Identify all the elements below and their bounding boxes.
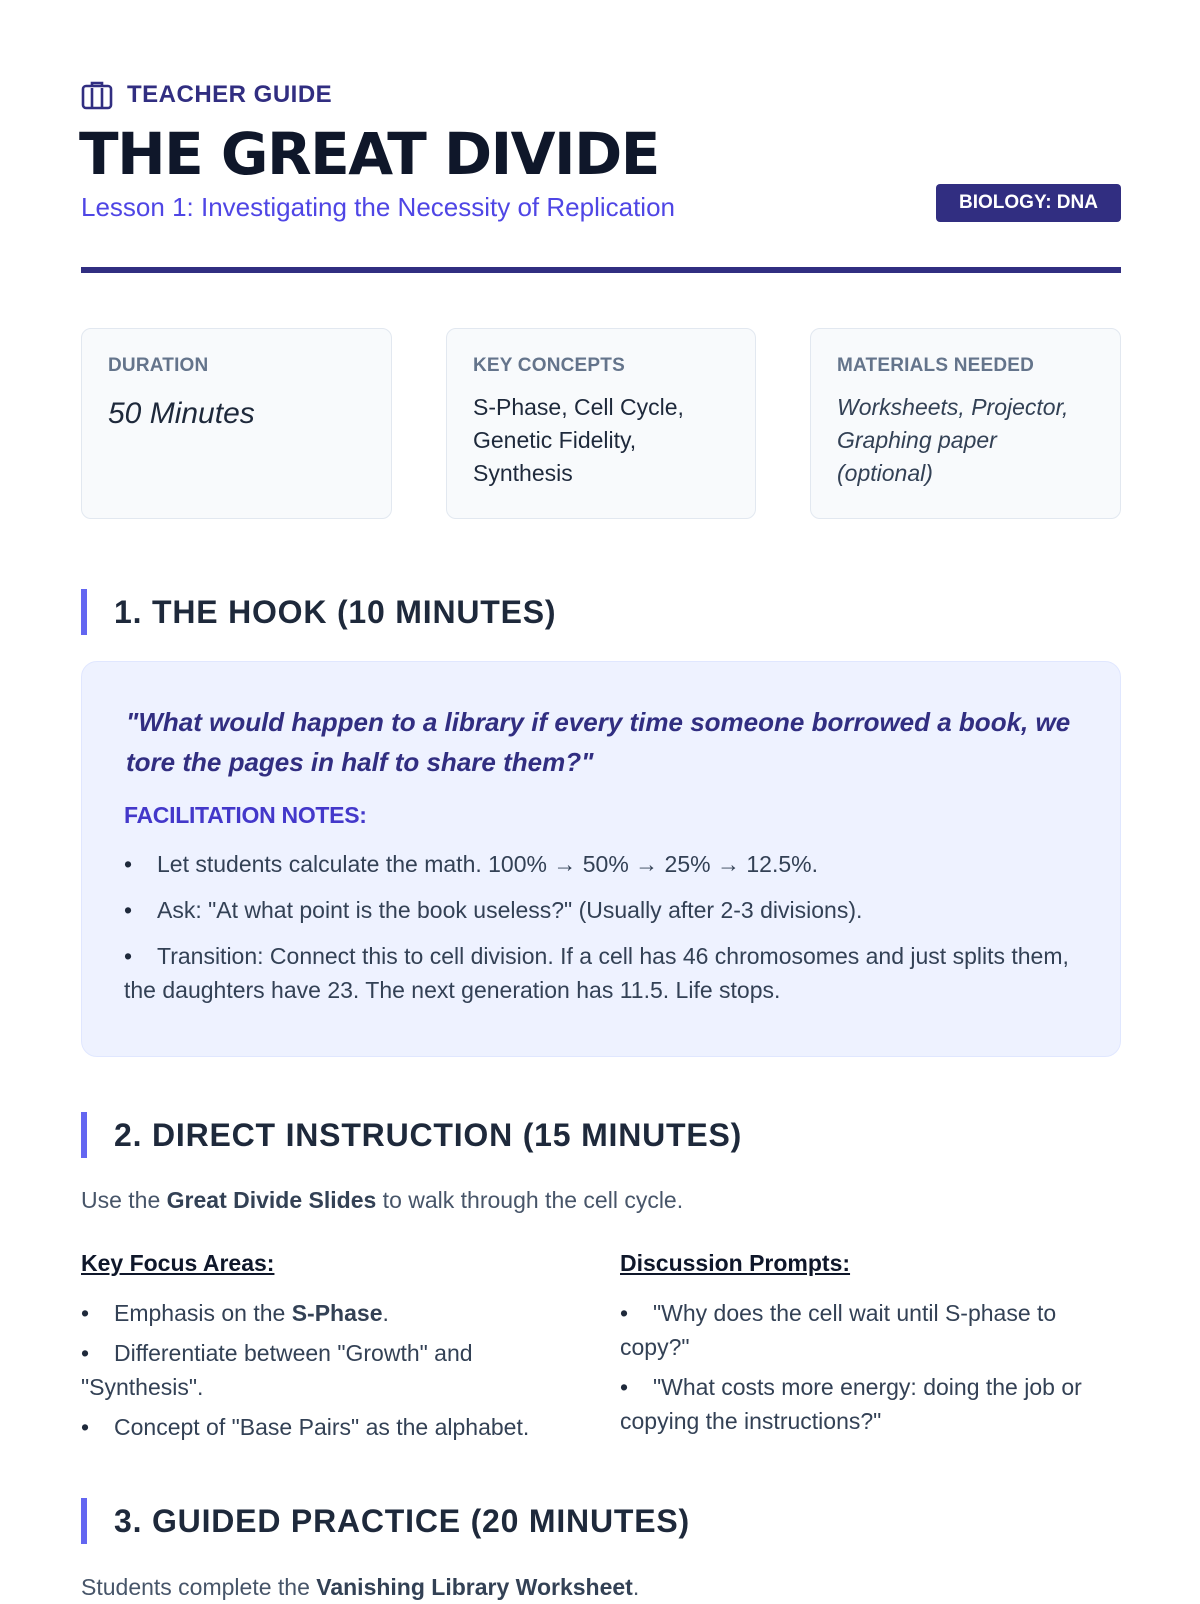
worksheet-reference: Vanishing Library Worksheet bbox=[316, 1574, 633, 1600]
list-item-emphasis: S-Phase bbox=[291, 1300, 383, 1326]
guide-label-text: TEACHER GUIDE bbox=[127, 81, 333, 108]
focus-areas-title: Key Focus Areas: bbox=[81, 1250, 275, 1276]
direct-intro bbox=[81, 1183, 1121, 1217]
guided-intro-text: Students complete the bbox=[81, 1574, 317, 1600]
list-item-text: Emphasis on the bbox=[114, 1300, 292, 1326]
facilitation-notes-list bbox=[124, 847, 1078, 1007]
materials-value: Worksheets, Projector, Graphing paper (optional) bbox=[837, 394, 1069, 486]
page-title: THE GREAT DIVIDE bbox=[79, 120, 659, 188]
list-item bbox=[81, 1296, 571, 1330]
direct-intro-text: to walk through the cell cycle. bbox=[376, 1187, 684, 1213]
discussion-prompts-list bbox=[620, 1296, 1120, 1438]
section-direct-heading: 2. DIRECT INSTRUCTION (15 MINUTES) bbox=[81, 1112, 1121, 1158]
focus-areas-column bbox=[81, 1248, 571, 1450]
guided-intro-text: . bbox=[632, 1574, 640, 1600]
list-item: • "What costs more energy: doing the job or copying the instructions?" bbox=[620, 1370, 1120, 1438]
subject-badge: BIOLOGY: DNA bbox=[936, 184, 1121, 222]
hook-callout bbox=[81, 661, 1121, 1057]
slides-reference: Great Divide Slides bbox=[166, 1187, 377, 1213]
guided-intro bbox=[81, 1570, 1121, 1604]
lesson-subtitle: Lesson 1: Investigating the Necessity of Replication bbox=[81, 192, 676, 222]
direct-intro-text: Use the bbox=[81, 1187, 167, 1213]
key-concepts-card bbox=[446, 328, 756, 519]
list-item: • Let students calculate the math. 100% → 50% → 25% → 12.5%. bbox=[124, 847, 1078, 881]
list-item: • Concept of "Base Pairs" as the alphabet. bbox=[81, 1410, 571, 1444]
key-concepts-label: KEY CONCEPTS bbox=[473, 355, 625, 376]
key-concepts-value: S-Phase, Cell Cycle, Genetic Fidelity, Synthesis bbox=[473, 394, 684, 486]
list-item: • Transition: Connect this to cell division. If a cell has 46 chromosomes and just splits them, the daughters have 23. The next generation has 11.5. Life stops. bbox=[124, 939, 1078, 1007]
list-item: • "Why does the cell wait until S-phase to copy?" bbox=[620, 1296, 1120, 1364]
list-item: • Ask: "At what point is the book useless?" (Usually after 2-3 divisions). bbox=[124, 893, 1078, 927]
section-hook-heading: 1. THE HOOK (10 MINUTES) bbox=[81, 589, 1121, 635]
list-item-text: . bbox=[382, 1300, 389, 1326]
materials-label: MATERIALS NEEDED bbox=[837, 355, 1035, 376]
guide-label bbox=[81, 80, 332, 110]
header-divider bbox=[81, 267, 1121, 273]
duration-label: DURATION bbox=[108, 355, 209, 376]
list-item: • Differentiate between "Growth" and "Synthesis". bbox=[81, 1336, 571, 1404]
section-guided-heading: 3. GUIDED PRACTICE (20 MINUTES) bbox=[81, 1498, 1121, 1544]
briefcase-icon bbox=[81, 80, 113, 110]
duration-value: 50 Minutes bbox=[108, 397, 255, 430]
focus-areas-list bbox=[81, 1296, 571, 1444]
discussion-prompts-title: Discussion Prompts: bbox=[620, 1250, 851, 1276]
discussion-prompts-column bbox=[620, 1248, 1120, 1444]
materials-card bbox=[810, 328, 1121, 519]
hook-quote: "What would happen to a library if every time someone borrowed a book, we tore the pages in half to share them?" bbox=[126, 707, 1071, 777]
facilitation-notes-title: FACILITATION NOTES: bbox=[124, 802, 367, 828]
duration-card bbox=[81, 328, 392, 519]
